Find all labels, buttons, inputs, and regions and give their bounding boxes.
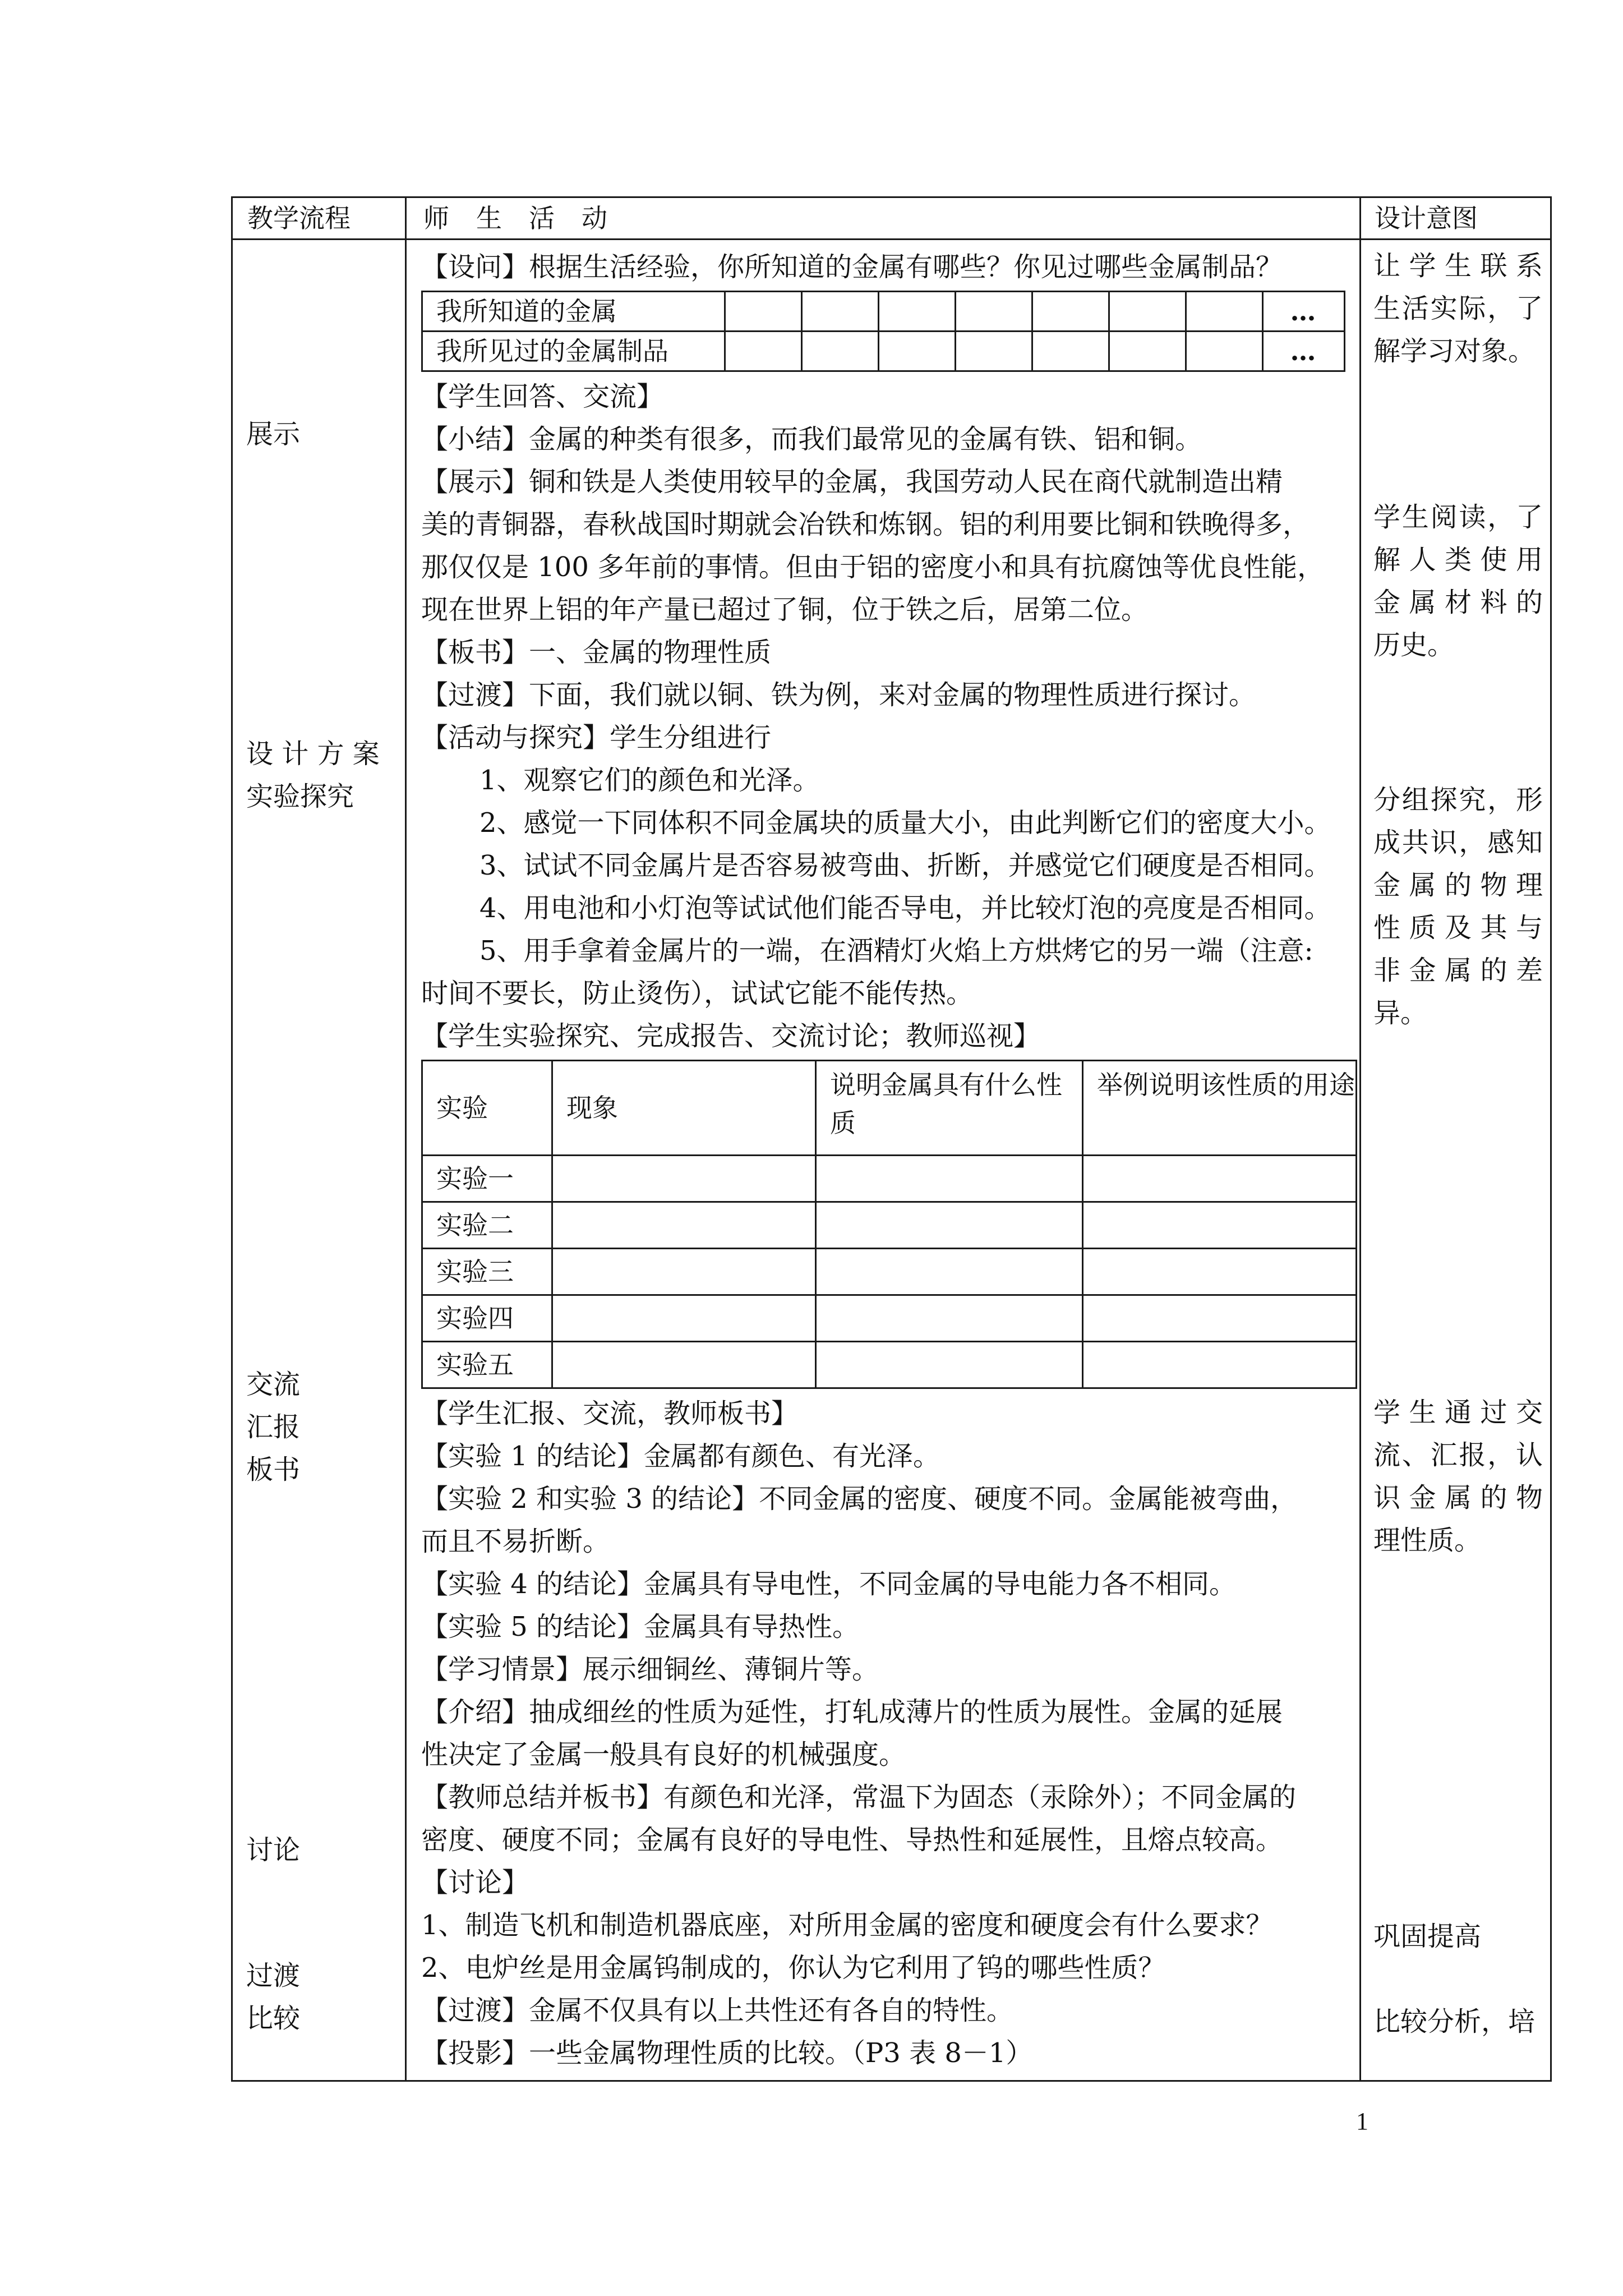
activity-text: 【活动与探究】学生分组进行: [421, 722, 772, 753]
row-label: 实验四: [422, 1295, 552, 1342]
header-flow: 教学流程: [232, 197, 406, 240]
flow-column: [232, 240, 406, 2081]
intent-block-6: 比较分析，培: [1373, 2006, 1536, 2037]
intent-block-4: 学生通过交 流、汇报，认 识金属的物 理性质。: [1373, 1397, 1543, 1556]
table-header-row: [232, 197, 1551, 240]
conclusion-23b: 而且不易折断。: [421, 1526, 610, 1557]
ellipsis: …: [1263, 292, 1345, 332]
show-text-2: 美的青铜器，春秋战国时期就会冶铁和炼钢。铝的利用要比铜和铁晚得多，: [421, 509, 1310, 540]
table-row: [422, 332, 1345, 371]
intent-column: [1361, 240, 1551, 2081]
transition-2: 【过渡】金属不仅具有以上共性还有各自的特性。: [421, 1995, 1014, 2026]
col-header-use: 举例说明该性质的用途: [1083, 1061, 1357, 1156]
table-row: [422, 1061, 1357, 1156]
flow-label-display: 展示: [246, 418, 301, 450]
flow-label-transition: 过渡: [246, 1960, 301, 1991]
summary-text: 【小结】金属的种类有很多，而我们最常见的金属有铁、铝和铜。: [421, 424, 1202, 455]
flow-label-design: 设 计 方 案: [246, 738, 380, 770]
flow-label-report: 汇报: [246, 1411, 301, 1443]
row-label: 实验五: [422, 1342, 552, 1388]
discuss-heading: 【讨论】: [421, 1867, 529, 1898]
header-intent: 设计意图: [1361, 197, 1551, 240]
conclusion-23a: 【实验 2 和实验 3 的结论】不同金属的密度、硬度不同。金属能被弯曲，: [421, 1483, 1298, 1515]
step-4: 4、用电池和小灯泡等试试他们能否导电，并比较灯泡的亮度是否相同。: [479, 892, 1331, 924]
teacher-a: 【教师总结并板书】有颜色和光泽，常温下为固态（汞除外）；不同金属的: [421, 1782, 1297, 1813]
col-header-experiment: 实验: [422, 1061, 552, 1156]
table-row: [422, 1295, 1357, 1342]
lab-note: 【学生实验探究、完成报告、交流讨论；教师巡视】: [421, 1020, 1041, 1052]
show-text-3: 那仅仅是 100 多年前的事情。但由于铝的密度小和具有抗腐蚀等优良性能，: [421, 551, 1325, 583]
ellipsis: …: [1263, 332, 1345, 371]
table-row: [422, 1202, 1357, 1249]
flow-label-compare: 比较: [246, 2003, 301, 2034]
board-text: 【板书】一、金属的物理性质: [421, 637, 772, 668]
col-header-phenomenon: 现象: [552, 1061, 816, 1156]
page-number: 1: [1356, 2108, 1368, 2135]
discuss-2: 2、电炉丝是用金属钨制成的，你认为它利用了钨的哪些性质？: [421, 1952, 1165, 1984]
conclusion-1: 【实验 1 的结论】金属都有颜色、有光泽。: [421, 1441, 940, 1472]
flow-label-experiment: 实验探究: [246, 781, 354, 812]
table-body-row: [232, 240, 1551, 2081]
flow-label-exchange: 交流: [246, 1369, 301, 1400]
discuss-1: 1、制造飞机和制造机器底座，对所用金属的密度和硬度会有什么要求？: [421, 1910, 1273, 1941]
table-row: [422, 1342, 1357, 1388]
intent-block-5: 巩固提高: [1373, 1921, 1482, 1952]
flow-label-discuss: 讨论: [246, 1834, 301, 1866]
activity-column: [406, 240, 1361, 2081]
show-text-1: 【展示】铜和铁是人类使用较早的金属，我国劳动人民在商代就制造出精: [421, 466, 1283, 498]
row-label: 实验二: [422, 1202, 552, 1249]
row-label: 实验三: [422, 1249, 552, 1295]
experiment-table: [421, 1060, 1357, 1389]
question-text: 【设问】根据生活经验，你所知道的金属有哪些？你见过哪些金属制品？: [421, 251, 1283, 283]
intent-block-2: 学生阅读，了 解人类使用 金属材料的 历史。: [1373, 501, 1543, 661]
metals-table: [421, 291, 1345, 372]
intent-block-1: 让学生联系 生活实际，了 解学习对象。: [1373, 250, 1543, 367]
conclusion-5: 【实验 5 的结论】金属具有导热性。: [421, 1611, 860, 1642]
seen-products-label: 我所见过的金属制品: [422, 332, 725, 371]
step-5b: 时间不要长，防止烫伤），试试它能不能传热。: [421, 978, 974, 1009]
step-5a: 5、用手拿着金属片的一端，在酒精灯火焰上方烘烤它的另一端（注意:: [479, 935, 1313, 967]
header-activity: 师生活动: [406, 197, 1361, 240]
lesson-plan-table: [231, 196, 1552, 2082]
table-row: [422, 1156, 1357, 1202]
projection-text: 【投影】一些金属物理性质的比较。（P3 表 8－1）: [421, 2037, 1033, 2069]
col-header-property: 说明金属具有什么性质: [816, 1061, 1083, 1156]
intent-block-3: 分组探究，形 成共识，感知 金属的物理 性质及其与 非金属的差 异。: [1373, 784, 1543, 1029]
teacher-b: 密度、硬度不同；金属有良好的导电性、导热性和延展性，且熔点较高。: [421, 1824, 1283, 1856]
step-3: 3、试试不同金属片是否容易被弯曲、折断，并感觉它们硬度是否相同。: [479, 850, 1331, 881]
answer-text: 【学生回答、交流】: [421, 381, 664, 412]
table-row: [422, 1249, 1357, 1295]
row-label: 实验一: [422, 1156, 552, 1202]
conclusion-4: 【实验 4 的结论】金属具有导电性，不同金属的导电能力各不相同。: [421, 1568, 1237, 1600]
step-2: 2、感觉一下同体积不同金属块的质量大小，由此判断它们的密度大小。: [479, 807, 1331, 839]
step-1: 1、观察它们的颜色和光泽。: [479, 765, 820, 796]
intro-b: 性决定了金属一般具有良好的机械强度。: [421, 1739, 906, 1770]
table-row: [422, 292, 1345, 332]
scene-text: 【学习情景】展示细铜丝、薄铜片等。: [421, 1654, 879, 1685]
intro-a: 【介绍】抽成细丝的性质为延性，打轧成薄片的性质为展性。金属的延展: [421, 1696, 1283, 1728]
show-text-4: 现在世界上铝的年产量已超过了铜，位于铁之后，居第二位。: [421, 594, 1149, 625]
report-text: 【学生汇报、交流，教师板书】: [421, 1398, 799, 1429]
flow-label-board: 板书: [246, 1454, 301, 1485]
transition-text: 【过渡】下面，我们就以铜、铁为例，来对金属的物理性质进行探讨。: [421, 679, 1256, 711]
known-metals-label: 我所知道的金属: [422, 292, 725, 332]
